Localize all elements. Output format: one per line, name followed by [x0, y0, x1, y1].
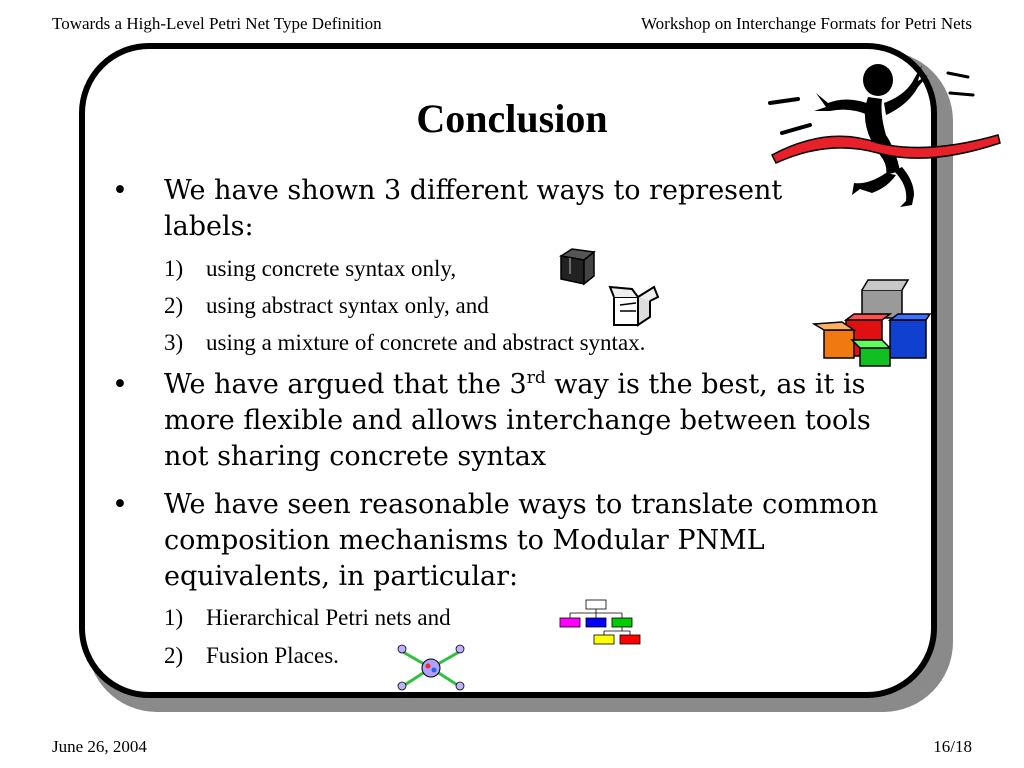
closed-box-icon — [558, 246, 596, 286]
header-right-title: Workshop on Interchange Formats for Petri Nets — [640, 14, 972, 33]
footer-page-number: 16/18 — [933, 737, 972, 756]
item-text: Hierarchical Petri nets and — [206, 605, 451, 630]
item-number: 2) — [164, 293, 184, 318]
bullet-dot: • — [112, 489, 128, 520]
fusion-places-icon — [395, 640, 469, 696]
header-left-title: Towards a High-Level Petri Net Type Definition — [52, 14, 382, 33]
item-number: 1) — [164, 256, 184, 281]
bullet-3-text: We have seen reasonable ways to translate common composition mechanisms to Modular PNML equivalents, in particular: — [164, 489, 879, 592]
item-number: 3) — [164, 330, 184, 355]
item-number: 1) — [164, 605, 184, 630]
item-text: using concrete syntax only, — [206, 256, 457, 281]
bullet-2-superscript: rd — [526, 368, 546, 388]
bullet-1-text: We have shown 3 different ways to represent labels: — [164, 175, 783, 242]
item-text: using a mixture of concrete and abstract syntax. — [206, 330, 646, 355]
bullet-dot: • — [112, 369, 128, 400]
bullet-2-text-start: We have argued that the 3 — [164, 369, 527, 400]
item-text: using abstract syntax only, and — [206, 293, 489, 318]
hierarchy-diagram-icon — [558, 598, 642, 648]
bullet-2-text-end: way is the best, as it is more flexible and allows interchange between tools not sharing concrete syntax — [164, 369, 871, 472]
open-box-icon — [608, 283, 660, 329]
bullet-2-text — [164, 367, 904, 475]
item-text: Fusion Places. — [206, 643, 339, 668]
item-number: 2) — [164, 643, 184, 668]
slide-title: Conclusion — [416, 96, 608, 141]
bullet-dot: • — [112, 175, 128, 206]
footer-date: June 26, 2004 — [52, 737, 147, 756]
colored-boxes-icon — [812, 276, 932, 368]
runner-finish-line-icon — [768, 55, 1004, 210]
